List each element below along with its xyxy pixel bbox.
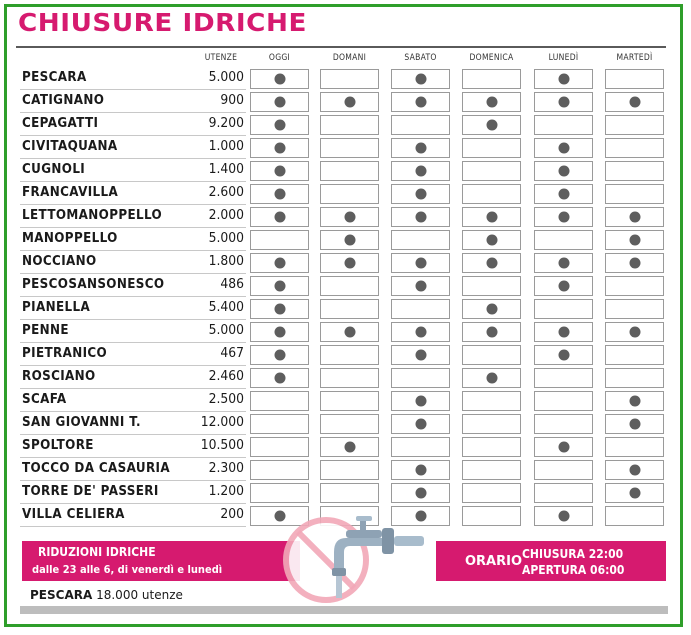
closure-dot-icon	[274, 281, 285, 292]
closure-dot-icon	[274, 327, 285, 338]
closure-dot-icon	[486, 373, 497, 384]
column-head-day: LUNEDÌ	[548, 53, 579, 63]
table-cell	[462, 322, 521, 342]
closure-dot-icon	[415, 419, 426, 430]
row-separator	[20, 411, 246, 412]
row-municipality: CATIGNANO	[22, 93, 105, 108]
table-cell	[534, 69, 593, 89]
closure-dot-icon	[274, 120, 285, 131]
closure-dot-icon	[415, 258, 426, 269]
table-cell	[462, 161, 521, 181]
table-cell	[462, 345, 521, 365]
row-separator	[20, 181, 246, 182]
table-cell	[250, 299, 309, 319]
table-cell	[391, 437, 450, 457]
table-cell	[462, 299, 521, 319]
pescara-note	[30, 588, 183, 602]
table-cell	[534, 391, 593, 411]
row-separator	[20, 365, 246, 366]
closure-dot-icon	[629, 465, 640, 476]
table-cell	[462, 506, 521, 526]
table-cell	[320, 92, 379, 112]
row-utenze: 200	[220, 507, 244, 522]
table-cell	[462, 414, 521, 434]
row-utenze: 467	[220, 346, 244, 361]
closure-dot-icon	[558, 327, 569, 338]
table-cell	[534, 460, 593, 480]
row-municipality: PIANELLA	[22, 300, 91, 315]
table-cell	[462, 92, 521, 112]
row-separator	[20, 503, 246, 504]
closure-dot-icon	[415, 327, 426, 338]
table-cell	[320, 437, 379, 457]
closure-dot-icon	[344, 442, 355, 453]
row-municipality: PIETRANICO	[22, 346, 108, 361]
table-cell	[534, 322, 593, 342]
closure-dot-icon	[274, 212, 285, 223]
row-utenze: 900	[220, 93, 244, 108]
table-cell	[391, 230, 450, 250]
table-cell	[250, 322, 309, 342]
closure-dot-icon	[629, 396, 640, 407]
closure-dot-icon	[415, 189, 426, 200]
table-cell	[462, 460, 521, 480]
row-municipality: SCAFA	[22, 392, 67, 407]
row-municipality: CEPAGATTI	[22, 116, 99, 131]
table-cell	[250, 368, 309, 388]
table-cell	[320, 184, 379, 204]
row-utenze: 2.500	[208, 392, 244, 407]
table-cell	[320, 345, 379, 365]
table-cell	[391, 345, 450, 365]
row-separator	[20, 434, 246, 435]
closure-dot-icon	[486, 327, 497, 338]
table-cell	[391, 414, 450, 434]
table-cell	[534, 345, 593, 365]
table-cell	[534, 115, 593, 135]
table-cell	[534, 368, 593, 388]
column-head-day: DOMENICA	[469, 53, 514, 63]
table-cell	[320, 391, 379, 411]
table-cell	[320, 207, 379, 227]
table-cell	[250, 253, 309, 273]
table-cell	[605, 460, 664, 480]
table-cell	[534, 230, 593, 250]
closure-dot-icon	[629, 212, 640, 223]
table-cell	[320, 115, 379, 135]
row-municipality: NOCCIANO	[22, 254, 97, 269]
table-cell	[320, 69, 379, 89]
row-utenze: 5.000	[208, 70, 244, 85]
table-cell	[605, 276, 664, 296]
table-cell	[605, 69, 664, 89]
table-cell	[391, 299, 450, 319]
row-municipality: VILLA CELIERA	[22, 507, 125, 522]
row-utenze: 10.500	[200, 438, 244, 453]
closure-dot-icon	[558, 212, 569, 223]
table-cell	[250, 276, 309, 296]
row-separator	[20, 388, 246, 389]
table-cell	[391, 115, 450, 135]
row-separator	[20, 296, 246, 297]
table-cell	[534, 138, 593, 158]
closure-dot-icon	[558, 511, 569, 522]
table-cell	[534, 161, 593, 181]
table-cell	[462, 115, 521, 135]
table-cell	[605, 115, 664, 135]
table-cell	[250, 69, 309, 89]
closure-dot-icon	[558, 143, 569, 154]
table-cell	[250, 92, 309, 112]
closure-dot-icon	[558, 350, 569, 361]
table-cell	[462, 391, 521, 411]
table-cell	[605, 161, 664, 181]
table-cell	[534, 253, 593, 273]
closure-dot-icon	[486, 97, 497, 108]
closure-dot-icon	[558, 442, 569, 453]
row-utenze: 2.000	[208, 208, 244, 223]
closure-dot-icon	[486, 258, 497, 269]
row-separator	[20, 112, 246, 113]
closure-dot-icon	[486, 304, 497, 315]
table-cell	[605, 138, 664, 158]
table-cell	[462, 368, 521, 388]
table-cell	[462, 207, 521, 227]
closure-dot-icon	[344, 212, 355, 223]
table-cell	[250, 483, 309, 503]
row-separator	[20, 250, 246, 251]
table-cell	[250, 391, 309, 411]
table-cell	[320, 414, 379, 434]
closure-dot-icon	[274, 304, 285, 315]
table-cell	[605, 322, 664, 342]
closure-dot-icon	[415, 212, 426, 223]
row-utenze: 12.000	[200, 415, 244, 430]
closure-dot-icon	[415, 488, 426, 499]
table-cell	[320, 230, 379, 250]
table-cell	[391, 483, 450, 503]
table-cell	[250, 437, 309, 457]
chiusura-time: CHIUSURA 22:00	[522, 547, 624, 561]
closure-dot-icon	[558, 74, 569, 85]
row-separator	[20, 204, 246, 205]
row-municipality: ROSCIANO	[22, 369, 96, 384]
closure-dot-icon	[344, 235, 355, 246]
table-cell	[320, 322, 379, 342]
row-utenze: 486	[220, 277, 244, 292]
table-cell	[320, 460, 379, 480]
table-cell	[605, 437, 664, 457]
table-cell	[605, 345, 664, 365]
closure-dot-icon	[274, 166, 285, 177]
table-cell	[605, 207, 664, 227]
closure-dot-icon	[415, 143, 426, 154]
closure-dot-icon	[274, 189, 285, 200]
row-separator	[20, 273, 246, 274]
row-separator	[20, 158, 246, 159]
table-cell	[605, 299, 664, 319]
table-cell	[534, 437, 593, 457]
closure-dot-icon	[344, 327, 355, 338]
row-utenze: 5.000	[208, 231, 244, 246]
table-cell	[391, 322, 450, 342]
closure-dot-icon	[344, 97, 355, 108]
row-municipality: TORRE DE' PASSERI	[22, 484, 159, 499]
table-cell	[462, 437, 521, 457]
closure-dot-icon	[274, 74, 285, 85]
table-cell	[605, 391, 664, 411]
table-cell	[391, 69, 450, 89]
closure-dot-icon	[344, 258, 355, 269]
row-utenze: 9.200	[208, 116, 244, 131]
table-cell	[605, 483, 664, 503]
pescara-note-name: PESCARA	[30, 588, 93, 602]
closure-dot-icon	[274, 350, 285, 361]
closure-dot-icon	[629, 258, 640, 269]
table-cell	[605, 414, 664, 434]
row-separator	[20, 227, 246, 228]
table-cell	[534, 483, 593, 503]
row-utenze: 2.600	[208, 185, 244, 200]
table-cell	[320, 138, 379, 158]
closure-dot-icon	[274, 373, 285, 384]
table-cell	[391, 391, 450, 411]
no-water-faucet-icon	[276, 512, 436, 608]
closure-dot-icon	[415, 281, 426, 292]
table-cell	[250, 345, 309, 365]
closure-dot-icon	[274, 143, 285, 154]
table-cell	[250, 207, 309, 227]
orario-label: ORARIO	[465, 554, 523, 569]
table-cell	[391, 161, 450, 181]
row-utenze: 2.460	[208, 369, 244, 384]
row-municipality: SPOLTORE	[22, 438, 94, 453]
table-cell	[250, 230, 309, 250]
table-cell	[250, 184, 309, 204]
table-cell	[605, 184, 664, 204]
row-utenze: 1.400	[208, 162, 244, 177]
table-cell	[250, 414, 309, 434]
table-cell	[391, 207, 450, 227]
table-cell	[534, 92, 593, 112]
column-head-day: DOMANI	[332, 53, 367, 63]
row-separator	[20, 135, 246, 136]
table-cell	[391, 92, 450, 112]
closure-dot-icon	[415, 396, 426, 407]
closure-dot-icon	[274, 97, 285, 108]
table-cell	[534, 184, 593, 204]
column-head-day: OGGI	[268, 53, 291, 63]
table-cell	[320, 253, 379, 273]
table-cell	[391, 253, 450, 273]
table-cell	[391, 460, 450, 480]
row-utenze: 5.000	[208, 323, 244, 338]
table-cell	[605, 253, 664, 273]
row-municipality: PESCARA	[22, 70, 87, 85]
table-cell	[462, 138, 521, 158]
page-title: CHIUSURE IDRICHE	[18, 8, 307, 37]
table-cell	[534, 207, 593, 227]
closure-dot-icon	[558, 281, 569, 292]
closure-dot-icon	[415, 465, 426, 476]
row-separator	[20, 480, 246, 481]
closure-dot-icon	[486, 212, 497, 223]
table-cell	[462, 253, 521, 273]
table-cell	[462, 276, 521, 296]
closure-dot-icon	[486, 235, 497, 246]
row-separator	[20, 89, 246, 90]
table-cell	[534, 506, 593, 526]
table-cell	[605, 506, 664, 526]
row-separator	[20, 319, 246, 320]
apertura-time: APERTURA 06:00	[522, 563, 625, 577]
closure-dot-icon	[629, 419, 640, 430]
riduzioni-subtitle: dalle 23 alle 6, di venerdì e lunedì	[32, 563, 223, 576]
table-cell	[534, 276, 593, 296]
closure-dot-icon	[486, 120, 497, 131]
closure-dot-icon	[558, 189, 569, 200]
closure-dot-icon	[415, 166, 426, 177]
row-municipality: CIVITAQUANA	[22, 139, 118, 154]
row-municipality: FRANCAVILLA	[22, 185, 119, 200]
riduzioni-title: RIDUZIONI IDRICHE	[38, 545, 156, 559]
table-cell	[320, 299, 379, 319]
closure-dot-icon	[415, 350, 426, 361]
table-cell	[320, 368, 379, 388]
row-utenze: 2.300	[208, 461, 244, 476]
row-utenze: 1.000	[208, 139, 244, 154]
table-cell	[605, 92, 664, 112]
table-cell	[462, 483, 521, 503]
table-cell	[462, 184, 521, 204]
row-separator	[20, 342, 246, 343]
table-cell	[534, 414, 593, 434]
row-municipality: CUGNOLI	[22, 162, 86, 177]
row-municipality: SAN GIOVANNI T.	[22, 415, 141, 430]
table-cell	[320, 161, 379, 181]
header-divider	[16, 46, 666, 48]
column-head-day: MARTEDÌ	[616, 53, 653, 63]
table-cell	[462, 230, 521, 250]
row-separator	[20, 526, 246, 527]
closure-dot-icon	[558, 258, 569, 269]
table-cell	[391, 276, 450, 296]
table-cell	[605, 230, 664, 250]
row-municipality: MANOPPELLO	[22, 231, 118, 246]
table-cell	[605, 368, 664, 388]
closure-dot-icon	[274, 258, 285, 269]
table-cell	[250, 138, 309, 158]
closure-dot-icon	[415, 74, 426, 85]
row-utenze: 1.800	[208, 254, 244, 269]
table-cell	[250, 460, 309, 480]
table-cell	[462, 69, 521, 89]
table-cell	[391, 368, 450, 388]
table-cell	[391, 184, 450, 204]
row-municipality: TOCCO DA CASAURIA	[22, 461, 170, 476]
pescara-note-utenze: 18.000 utenze	[96, 588, 183, 602]
row-municipality: PESCOSANSONESCO	[22, 277, 165, 292]
row-utenze: 5.400	[208, 300, 244, 315]
closure-dot-icon	[558, 97, 569, 108]
table-cell	[391, 138, 450, 158]
table-cell	[250, 115, 309, 135]
closure-dot-icon	[629, 235, 640, 246]
closure-dot-icon	[629, 97, 640, 108]
row-separator	[20, 457, 246, 458]
closure-dot-icon	[629, 488, 640, 499]
closure-dot-icon	[415, 97, 426, 108]
table-cell	[250, 161, 309, 181]
column-head-day: SABATO	[404, 53, 437, 63]
row-municipality: LETTOMANOPPELLO	[22, 208, 163, 223]
column-head-utenze: UTENZE	[204, 53, 238, 63]
table-cell	[320, 483, 379, 503]
table-cell	[320, 276, 379, 296]
row-municipality: PENNE	[22, 323, 69, 338]
table-cell	[534, 299, 593, 319]
closure-dot-icon	[558, 166, 569, 177]
row-utenze: 1.200	[208, 484, 244, 499]
closure-dot-icon	[629, 327, 640, 338]
